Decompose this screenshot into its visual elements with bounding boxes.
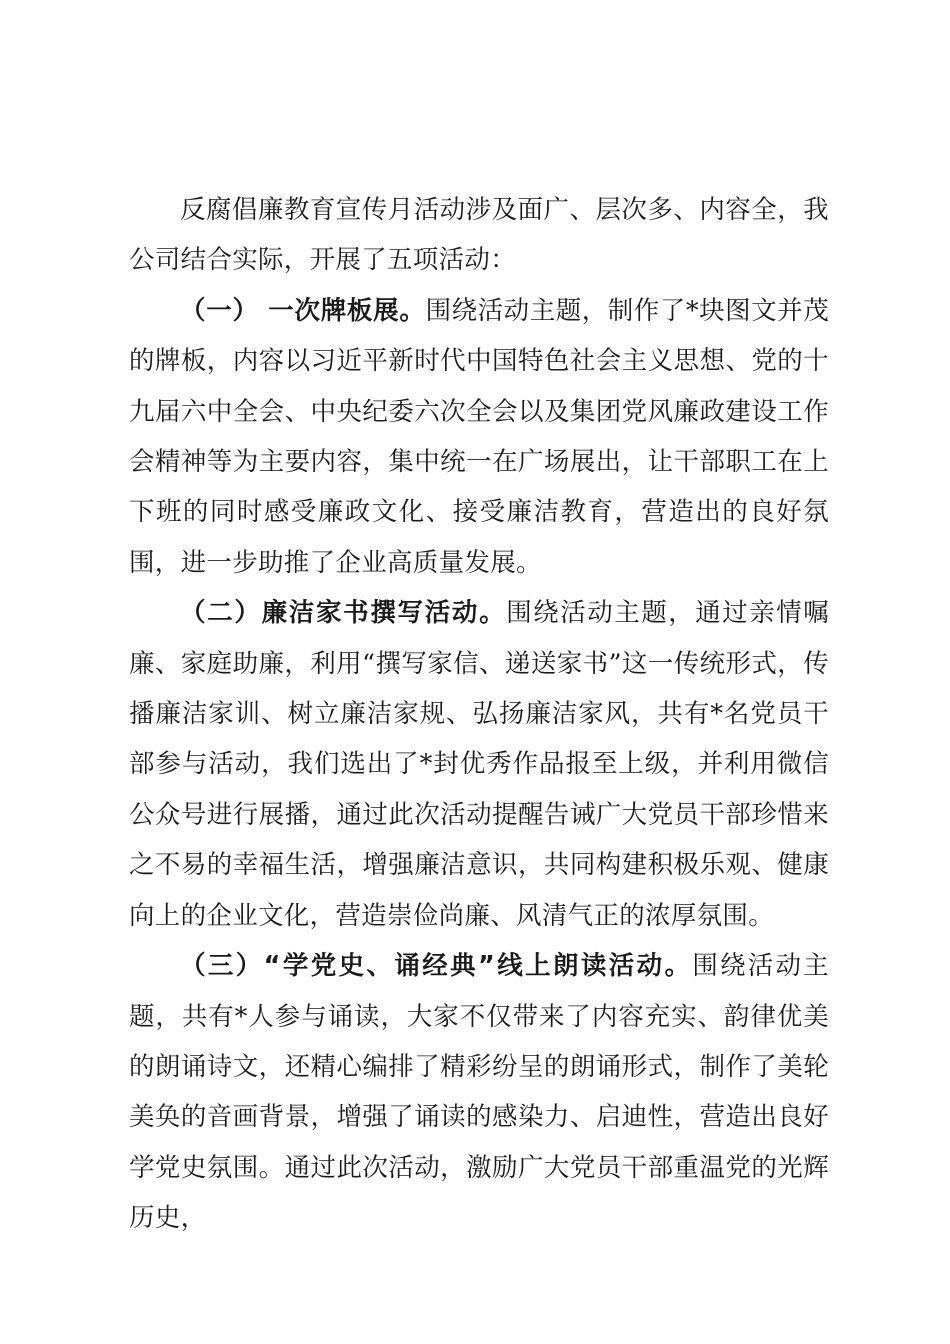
- section-3-paragraph: [129, 941, 829, 1243]
- section-2-heading: （二）廉洁家书撰写活动。: [180, 598, 507, 629]
- intro-paragraph: [129, 185, 829, 286]
- section-3-text: 围绕活动主题，共有*人参与诵读，大家不仅带来了内容充实、韵律优美的朗诵诗文，还精心编排了精彩纷呈的朗诵形式，制作了美轮美奂的音画背景，增强了诵读的感染力、启迪性，营造出良好学党史氛围。通过此次活动，激励广大党员干部重温党的光辉历史，: [129, 951, 829, 1234]
- section-3-heading: （三）“学党史、诵经典”线上朗读活动。: [180, 951, 693, 982]
- section-1-heading: （一） 一次牌板展。: [180, 295, 426, 326]
- section-1-paragraph: [129, 286, 829, 588]
- section-2-paragraph: [129, 588, 829, 941]
- section-2-text: 围绕活动主题，通过亲情嘱廉、家庭助廉，利用“撰写家信、递送家书”这一传统形式，传播廉洁家训、树立廉洁家规、弘扬廉洁家风，共有*名党员干部参与活动，我们选出了*封优秀作品报至上级，并利用微信公众号进行展播，通过此次活动提醒告诫广大党员干部珍惜来之不易的幸福生活，增强廉洁意识，共同构建积极乐观、健康向上的企业文化，营造崇俭尚廉、风清气正的浓厚氛围。: [129, 598, 829, 931]
- section-1-text: 围绕活动主题，制作了*块图文并茂的牌板，内容以习近平新时代中国特色社会主义思想、党的十九届六中全会、中央纪委六次全会以及集团党风廉政建设工作会精神等为主要内容，集中统一在广场展出，让干部职工在上下班的同时感受廉政文化、接受廉洁教育，营造出的良好氛围，进一步助推了企业高质量发展。: [129, 295, 829, 578]
- intro-text: 反腐倡廉教育宣传月活动涉及面广、层次多、内容全，我公司结合实际，开展了五项活动：: [129, 195, 829, 276]
- document-page: [129, 185, 829, 1244]
